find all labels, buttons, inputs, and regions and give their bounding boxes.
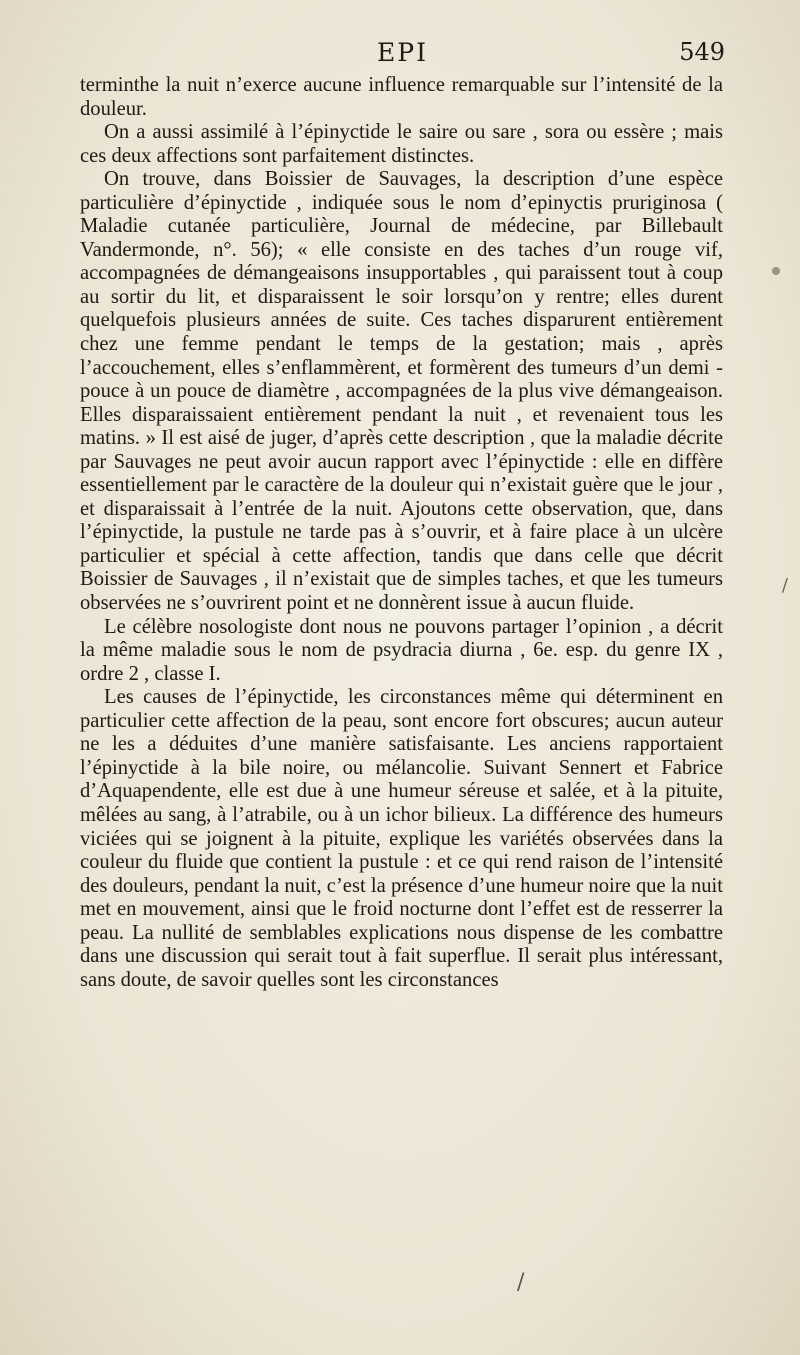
foot-stroke: / <box>517 1270 525 1295</box>
paragraph-sauvages: On trouve, dans Boissier de Sauvages, la description d’une espèce particulière d’épinyctide , indiquée sous le nom d’epinyctis pruriginosa ( Maladie cutanée particulière, Journal de médecine, par Billebault Vandermonde, n°. 56); « elle consiste en des taches d’un rouge vif, accompagnées de démangeaisons insupportables , qui paraissent tout à coup au sortir du lit, et disparaissent le soir lorsqu’on y rentre; elles durent quelquefois plusieurs années de suite. Ces taches disparurent entièrement chez une femme pendant le temps de la gestation; mais , après l’accouchement, elles s’enflammèrent, et formèrent des tumeurs d’un demi - pouce à un pouce de diamètre , accompagnées de la plus vive démangeaison. Elles disparaissaient entièrement pendant la nuit , et revenaient tous les matins. » Il est aisé de juger, d’après cette description , que la maladie décrite par Sauvages ne peut avoir aucun rapport avec l’épinyctide : elle en diffère essentiellement par le caractère de la douleur qui n’existait guère que le jour , et disparaissait à l’entrée de la nuit. Ajoutons cette observation, que, dans l’épinyctide, la pustule ne tarde pas à s’ouvrir, et à faire place à un ulcère particulier et spécial à cette affection, tandis que dans celle que décrit Boissier de Sauvages , il n’existait que de simples taches, et que les tumeurs observées ne s’ouvrirent point et ne donnèrent issue à aucun fluide. <box>80 168 723 615</box>
paragraph-causes: Les causes de l’épinyctide, les circonstances même qui déterminent en particulier cette affection de la peau, sont encore fort obscures; aucun auteur ne les a déduites d’une manière satisfaisante. Les anciens rapportaient l’épinyctide à la bile noire, ou mélancolie. Suivant Sennert et Fabrice d’Aquapendente, elle est due à une humeur séreuse et salée, et à la pituite, mêlées au sang, à l’atrabile, ou à un ichor bilieux. La différence des humeurs viciées qui se joignent à la pituite, explique les variétés observées dans la couleur du fluide que contient la pustule : et ce qui rend raison de l’intensité des douleurs, pendant la nuit, c’est la présence d’une humeur noire que la nuit met en mouvement, ainsi que le froid nocturne dont l’effet est de resserrer la peau. La nullité de semblables explications nous dispense de les combattre dans une discussion qui serait tout à fait superflue. Il serait plus intéressant, sans doute, de savoir quelles sont les circonstances <box>80 686 723 991</box>
paragraph-continuation: terminthe la nuit n’exerce aucune influence remarquable sur l’intensité de la douleur. <box>80 74 723 120</box>
paragraph-nosologiste: Le célèbre nosologiste dont nous ne pouvons partager l’opinion , a décrit la même maladie sous le nom de psydracia diurna , 6e. esp. du genre IX , ordre 2 , classe I. <box>80 615 723 685</box>
margin-stroke: / <box>781 575 788 596</box>
running-head: EPI <box>377 38 428 67</box>
page-header <box>80 38 725 74</box>
paragraph-saire: On a aussi assimilé à l’épinyctide le saire ou sare , sora ou essère ; mais ces deux affections sont parfaitement distinctes. <box>80 121 723 167</box>
page-number: 549 <box>679 38 725 66</box>
margin-dot <box>772 267 780 275</box>
body-text <box>80 74 723 992</box>
